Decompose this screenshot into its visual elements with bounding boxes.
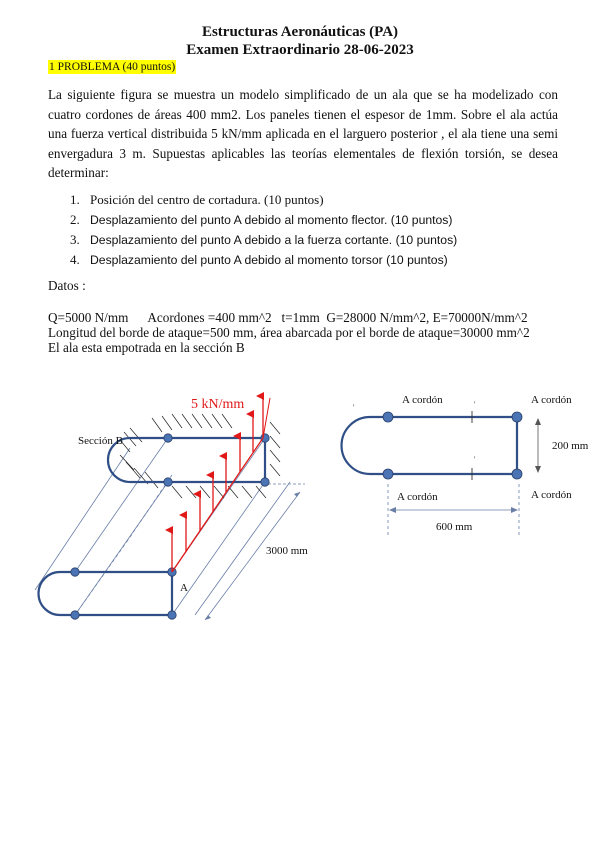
cross-section-figure (342, 394, 589, 535)
stringer-node (512, 469, 522, 479)
node (261, 434, 269, 442)
span-dimension-label: 3000 mm (266, 545, 308, 557)
cordon-label-top-left: A cordón (402, 394, 443, 406)
question-item: 1. Posición del centro de cortadura. (10 puntos) (70, 192, 324, 207)
question-item: 4. Desplazamiento del punto A debido al momento torsor (10 puntos) (70, 252, 448, 267)
stringer-node (512, 412, 522, 422)
section-b-profile (108, 438, 265, 482)
fixed-support-hatching (120, 414, 280, 498)
cordon-label-bottom-right: A cordón (531, 489, 572, 501)
stringer-node (383, 412, 393, 422)
node (164, 478, 172, 486)
cordon-label-top-right: A cordón (531, 394, 572, 406)
problem-statement: La siguiente figura se muestra un modelo simplificado de un ala que se ha modelizado con cuatro cordones de áreas 400 mm2. Los paneles tienen el espesor de 1mm. Sobre el ala actúa una fuerza vertical distribuida 5 kN/mm aplicada en el larguero posterior , el ala tiene una semi envergadura 3 m. Supuestas aplicables las teorías elementales de flexión torsión, se desea determinar: (48, 87, 558, 180)
question-item: 2. Desplazamiento del punto A debido al momento flector. (10 puntos) (70, 212, 453, 227)
problem-label-highlight: 1 PROBLEMA (40 puntos) (49, 61, 176, 73)
height-dimension-label: 200 mm (552, 440, 589, 452)
datos-line: El ala esta empotrada en la sección B (48, 340, 245, 355)
question-item: 3. Desplazamiento del punto A debido a la fuerza cortante. (10 puntos) (70, 232, 458, 247)
section-b-label: Sección B (78, 435, 123, 447)
stringer-node (383, 469, 393, 479)
datos-heading: Datos : (48, 278, 86, 293)
blank-area (0, 675, 600, 848)
cordon-label-bottom-left: A cordón (397, 491, 438, 503)
datos-line: Longitud del borde de ataque=500 mm, área abarcada por el borde de ataque=30000 mm^2 (48, 325, 530, 340)
svg-text:': ' (474, 400, 476, 409)
node (164, 434, 172, 442)
width-dimension-label: 600 mm (436, 521, 473, 533)
datos-line: Q=5000 N/mm Acordones =400 mm^2 t=1mm G=28000 N/mm^2, E=70000N/mm^2 (48, 310, 528, 325)
svg-text:': ' (474, 455, 476, 464)
point-a-label: A (180, 582, 188, 594)
svg-text:': ' (353, 403, 355, 412)
tip-section-profile (38, 572, 172, 615)
load-label: 5 kN/mm (191, 397, 245, 412)
exam-subtitle: Examen Extraordinario 28-06-2023 (186, 42, 414, 58)
exam-title: Estructuras Aeronáuticas (PA) (201, 24, 399, 40)
node (261, 478, 269, 486)
node (168, 611, 176, 619)
node (71, 611, 79, 619)
node (71, 568, 79, 576)
